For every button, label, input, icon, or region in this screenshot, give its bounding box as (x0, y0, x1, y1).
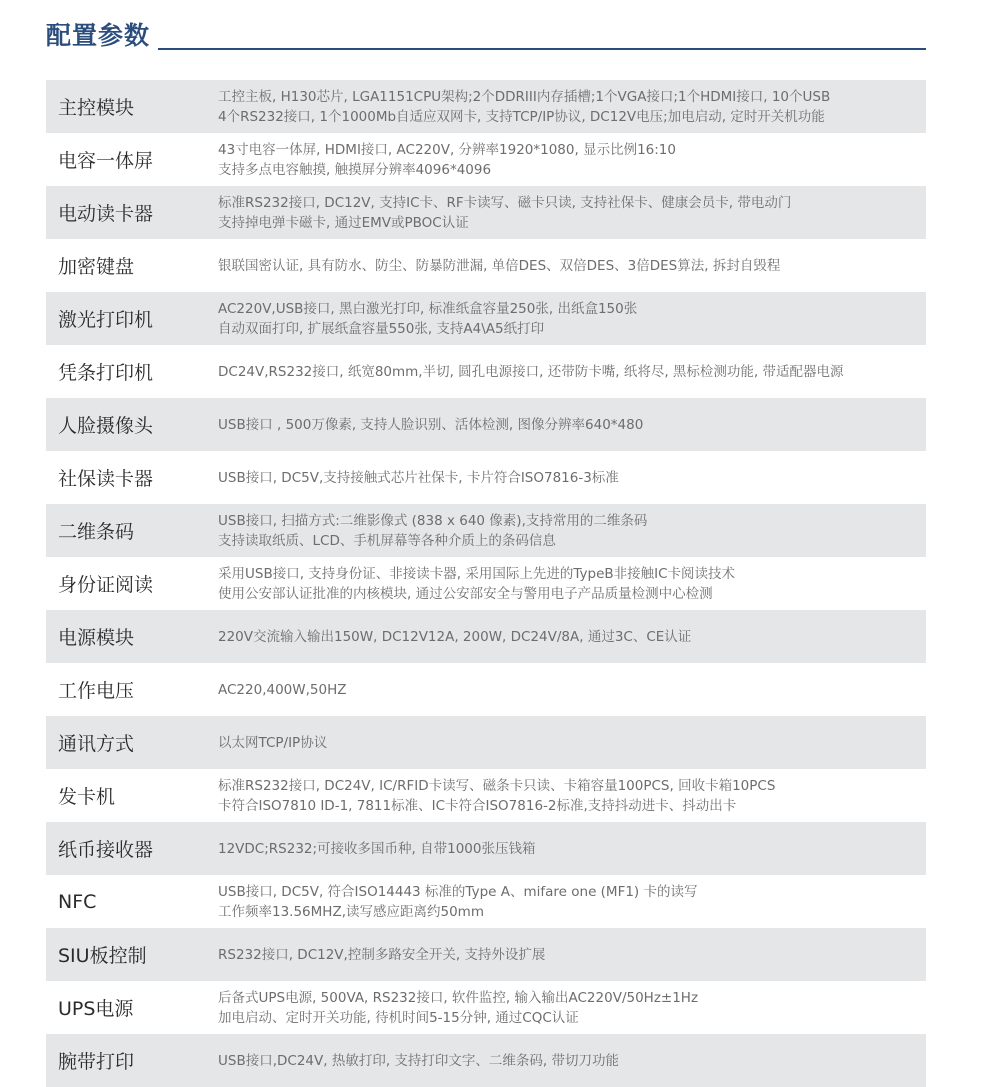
row-label: 电动读卡器 (58, 203, 154, 225)
description-line: 工作频率13.56MHZ,读写感应距离约50mm (218, 903, 484, 920)
description-line: USB接口, DC5V,支持接触式芯片社保卡, 卡片符合ISO7816-3标准 (218, 469, 619, 486)
row-description (206, 839, 926, 859)
description-line: 43寸电容一体屏, HDMI接口, AC220V, 分辨率1920*1080, 显示比例16:10 (218, 141, 676, 158)
description-line: 支持读取纸质、LCD、手机屏幕等各种介质上的条码信息 (218, 532, 556, 549)
row-label: SIU板控制 (58, 945, 147, 967)
table-row (46, 981, 926, 1034)
row-label: 身份证阅读 (58, 574, 154, 596)
row-description (206, 468, 926, 488)
table-row (46, 345, 926, 398)
row-label: 二维条码 (58, 521, 135, 543)
row-label: 通讯方式 (58, 733, 135, 755)
description-line: 自动双面打印, 扩展纸盒容量550张, 支持A4\A5纸打印 (218, 320, 545, 337)
row-label: 电容一体屏 (58, 150, 154, 172)
table-row (46, 822, 926, 875)
row-label: NFC (58, 890, 97, 913)
row-label: 电源模块 (58, 627, 135, 649)
row-description (206, 680, 926, 700)
row-label: 纸币接收器 (58, 839, 154, 861)
table-row (46, 133, 926, 186)
row-label: 凭条打印机 (58, 362, 154, 384)
table-row (46, 663, 926, 716)
table-row (46, 875, 926, 928)
row-description (206, 733, 926, 753)
table-row (46, 186, 926, 239)
table-row (46, 716, 926, 769)
row-label: 主控模块 (58, 97, 135, 119)
description-line: 采用USB接口, 支持身份证、非接读卡器, 采用国际上先进的TypeB非接触IC卡阅读技术 (218, 565, 736, 582)
row-label: 腕带打印 (58, 1051, 135, 1073)
description-line: 工控主板, H130芯片, LGA1151CPU架构;2个DDRIII内存插槽;1个VGA接口;1个HDMI接口, 10个USB (218, 88, 831, 105)
description-line: USB接口, 扫描方式:二维影像式 (838 x 640 像素),支持常用的二维条码 (218, 512, 648, 529)
row-label: 加密键盘 (58, 256, 135, 278)
description-line: 卡符合ISO7810 ID-1, 7811标准、IC卡符合ISO7816-2标准,支持抖动进卡、抖动出卡 (218, 797, 737, 814)
page-title: 配置参数 (46, 21, 151, 50)
description-line: 支持多点电容触摸, 触摸屏分辨率4096*4096 (218, 161, 492, 178)
table-row (46, 504, 926, 557)
row-description (206, 1051, 926, 1071)
description-line: 12VDC;RS232;可接收多国币种, 自带1000张压钱箱 (218, 840, 536, 857)
description-line: 标准RS232接口, DC12V, 支持IC卡、RF卡读写、磁卡只读, 支持社保卡、健康会员卡, 带电动门 (218, 194, 792, 211)
table-row (46, 769, 926, 822)
description-line: USB接口, DC5V, 符合ISO14443 标准的Type A、mifare one (MF1) 卡的读写 (218, 883, 698, 900)
row-label: 社保读卡器 (58, 468, 154, 490)
description-line: 银联国密认证, 具有防水、防尘、防暴防泄漏, 单倍DES、双倍DES、3倍DES算法, 拆封自毁程 (218, 257, 781, 274)
row-description (206, 988, 926, 1028)
section-header (46, 20, 926, 52)
description-line: 4个RS232接口, 1个1000Mb自适应双网卡, 支持TCP/IP协议, DC12V电压;加电启动, 定时开关机功能 (218, 108, 825, 125)
table-row (46, 610, 926, 663)
row-description (206, 299, 926, 339)
row-label: 发卡机 (58, 786, 116, 808)
description-line: 220V交流输入输出150W, DC12V12A, 200W, DC24V/8A, 通过3C、CE认证 (218, 628, 692, 645)
description-line: USB接口,DC24V, 热敏打印, 支持打印文字、二维条码, 带切刀功能 (218, 1052, 619, 1069)
table-row (46, 928, 926, 981)
table-row (46, 557, 926, 610)
description-line: 使用公安部认证批准的内核模块, 通过公安部安全与警用电子产品质量检测中心检测 (218, 585, 713, 602)
row-description (206, 627, 926, 647)
row-label: 工作电压 (58, 680, 135, 702)
description-line: DC24V,RS232接口, 纸宽80mm,半切, 圆孔电源接口, 还带防卡嘴, 纸将尽, 黑标检测功能, 带适配器电源 (218, 363, 844, 380)
row-description (206, 256, 926, 276)
row-description (206, 945, 926, 965)
row-description (206, 882, 926, 922)
row-description (206, 776, 926, 816)
row-description (206, 140, 926, 180)
spec-table (46, 80, 926, 1087)
row-description (206, 415, 926, 435)
description-line: AC220V,USB接口, 黑白激光打印, 标准纸盒容量250张, 出纸盒150张 (218, 300, 638, 317)
row-description (206, 564, 926, 604)
title-underline (158, 48, 926, 50)
description-line: 以太网TCP/IP协议 (218, 734, 328, 751)
description-line: 标准RS232接口, DC24V, IC/RFID卡读写、磁条卡只读、卡箱容量100PCS, 回收卡箱10PCS (218, 777, 776, 794)
description-line: AC220,400W,50HZ (218, 681, 347, 698)
row-description (206, 362, 926, 382)
row-description (206, 511, 926, 551)
description-line: 加电启动、定时开关功能, 待机时间5-15分钟, 通过CQC认证 (218, 1009, 579, 1026)
description-line: RS232接口, DC12V,控制多路安全开关, 支持外设扩展 (218, 946, 546, 963)
row-description (206, 193, 926, 233)
row-label: UPS电源 (58, 998, 134, 1020)
table-row (46, 80, 926, 133)
description-line: 支持掉电弹卡磁卡, 通过EMV或PBOC认证 (218, 214, 469, 231)
description-line: USB接口 , 500万像素, 支持人脸识别、活体检测, 图像分辨率640*480 (218, 416, 644, 433)
row-description (206, 87, 926, 127)
table-row (46, 292, 926, 345)
table-row (46, 398, 926, 451)
table-row (46, 239, 926, 292)
description-line: 后备式UPS电源, 500VA, RS232接口, 软件监控, 输入输出AC220V/50Hz±1Hz (218, 989, 699, 1006)
table-row (46, 1034, 926, 1087)
row-label: 人脸摄像头 (58, 415, 154, 437)
row-label: 激光打印机 (58, 309, 154, 331)
table-row (46, 451, 926, 504)
